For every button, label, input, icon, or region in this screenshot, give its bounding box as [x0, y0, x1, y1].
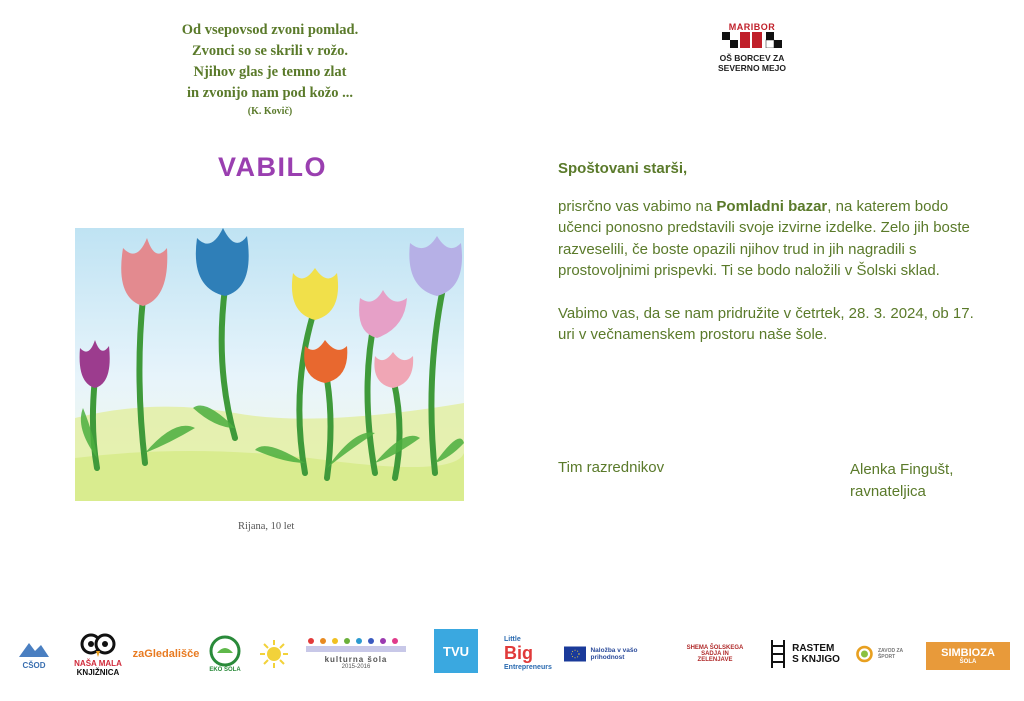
- logo-big-text-3: Entrepreneurs: [504, 664, 552, 671]
- poem-author: (K. Kovič): [247, 106, 293, 117]
- logo-nasa-mala-text-1: NAŠA MALA: [74, 658, 122, 668]
- letter-paragraph-1: [558, 196, 988, 282]
- event-name: Pomladni bazar: [716, 197, 828, 215]
- logo-zagledalisce-text: zaGledališče: [132, 647, 200, 660]
- swirl-icon: [854, 642, 875, 666]
- logo-rastem-text-1: RASTEM: [792, 642, 835, 654]
- logo-csod-text: CŠOD: [22, 661, 46, 670]
- poem: [150, 20, 390, 120]
- poem-line: Njihov glas je temno zlat: [193, 64, 347, 80]
- logo-nasa-mala: [72, 626, 124, 681]
- logo-zagledalisce: [132, 626, 200, 681]
- school-logo: [712, 22, 792, 73]
- eko-globe-icon: [209, 635, 241, 667]
- logo-big-text-1: Little: [504, 636, 521, 643]
- poem-line: Zvonci so se skrili v rožo.: [191, 43, 348, 59]
- school-logo-city: MARIBOR: [728, 22, 776, 32]
- logo-eu-nalozba: [564, 626, 668, 681]
- sun-icon: [259, 639, 289, 669]
- signature-principal: [850, 459, 953, 503]
- logo-simbioza: [926, 642, 1010, 670]
- p1-text-before: prisrčno vas vabimo na: [558, 197, 717, 215]
- eu-flag-icon: [564, 646, 586, 662]
- logo-nalozba-text: Naložba v vašo prihodnost: [590, 646, 638, 661]
- logo-eko-text: EKO ŠOLA: [209, 666, 241, 673]
- logo-tvu-text: TVU: [443, 643, 469, 659]
- logo-simbioza-text-2: ŠOLA: [959, 659, 977, 665]
- logo-eko-sola: [206, 626, 244, 681]
- principal-name: Alenka Fingušt,: [850, 461, 954, 478]
- people-chain-icon: [306, 637, 406, 655]
- invitation-title: VABILO: [218, 152, 327, 182]
- tulip-painting: [75, 228, 464, 501]
- ladder-icon: [768, 640, 788, 668]
- csod-icon: [17, 637, 51, 661]
- logo-little-big: [504, 626, 556, 681]
- painting-caption: Rijana, 10 let: [238, 521, 295, 532]
- school-logo-name-2: SEVERNO MEJO: [717, 63, 787, 73]
- school-logo-mark: [722, 32, 782, 48]
- letter-paragraph-2: Vabimo vas, da se nam pridružite v četrtek, 28. 3. 2024, ob 17. uri v večnamenskem prostoru naše šole.: [558, 304, 974, 343]
- partner-logos: [0, 626, 1024, 686]
- signature-teachers: Tim razrednikov: [558, 459, 665, 476]
- school-logo-name-1: OŠ BORCEV ZA: [719, 53, 785, 63]
- logo-solska-shema: [684, 626, 746, 681]
- logo-sun: [256, 626, 292, 681]
- letter-body: [558, 158, 988, 367]
- letter-greeting: Spoštovani starši,: [558, 160, 688, 177]
- logo-rastem-words: [792, 643, 840, 665]
- logo-kulturna-sola: [302, 626, 410, 681]
- logo-sadje-text: SHEMA ŠOLSKEGA SADJA IN ZELENJAVE: [686, 644, 744, 663]
- logo-big-text-2: Big: [504, 643, 533, 663]
- poem-line: in zvonijo nam pod kožo ...: [187, 85, 353, 101]
- poem-line: Od vsepovsod zvoni pomlad.: [181, 22, 359, 38]
- principal-title: ravnateljica: [850, 483, 926, 500]
- owl-icon: [78, 631, 118, 659]
- logo-rastem-s-knjigo: [762, 626, 846, 681]
- logo-kulturna-years: 2015-2016: [341, 664, 371, 670]
- p1-text-after: , na katerem bodo učenci ponosno predstavili svoje izvirne izdelke. Zelo jih boste razveselili, če boste opazili njihov trud in jih nagradili s prostovoljnimi prispevki. Ti se bodo naložili v Šolski sklad.: [558, 197, 970, 279]
- logo-nasa-mala-text-2: KNJIŽNICA: [76, 667, 120, 677]
- logo-csod: [14, 626, 54, 681]
- logo-rastem-text-2: S KNJIGO: [792, 653, 840, 665]
- logo-kulturna-text: kulturna šola: [324, 655, 388, 664]
- logo-simbioza-text-1: SIMBIOZA: [941, 647, 995, 659]
- logo-zavod-text: ZAVOD ZA ŠPORT: [877, 647, 903, 660]
- logo-tvu: [434, 629, 478, 673]
- logo-zavod-sport: [854, 626, 916, 681]
